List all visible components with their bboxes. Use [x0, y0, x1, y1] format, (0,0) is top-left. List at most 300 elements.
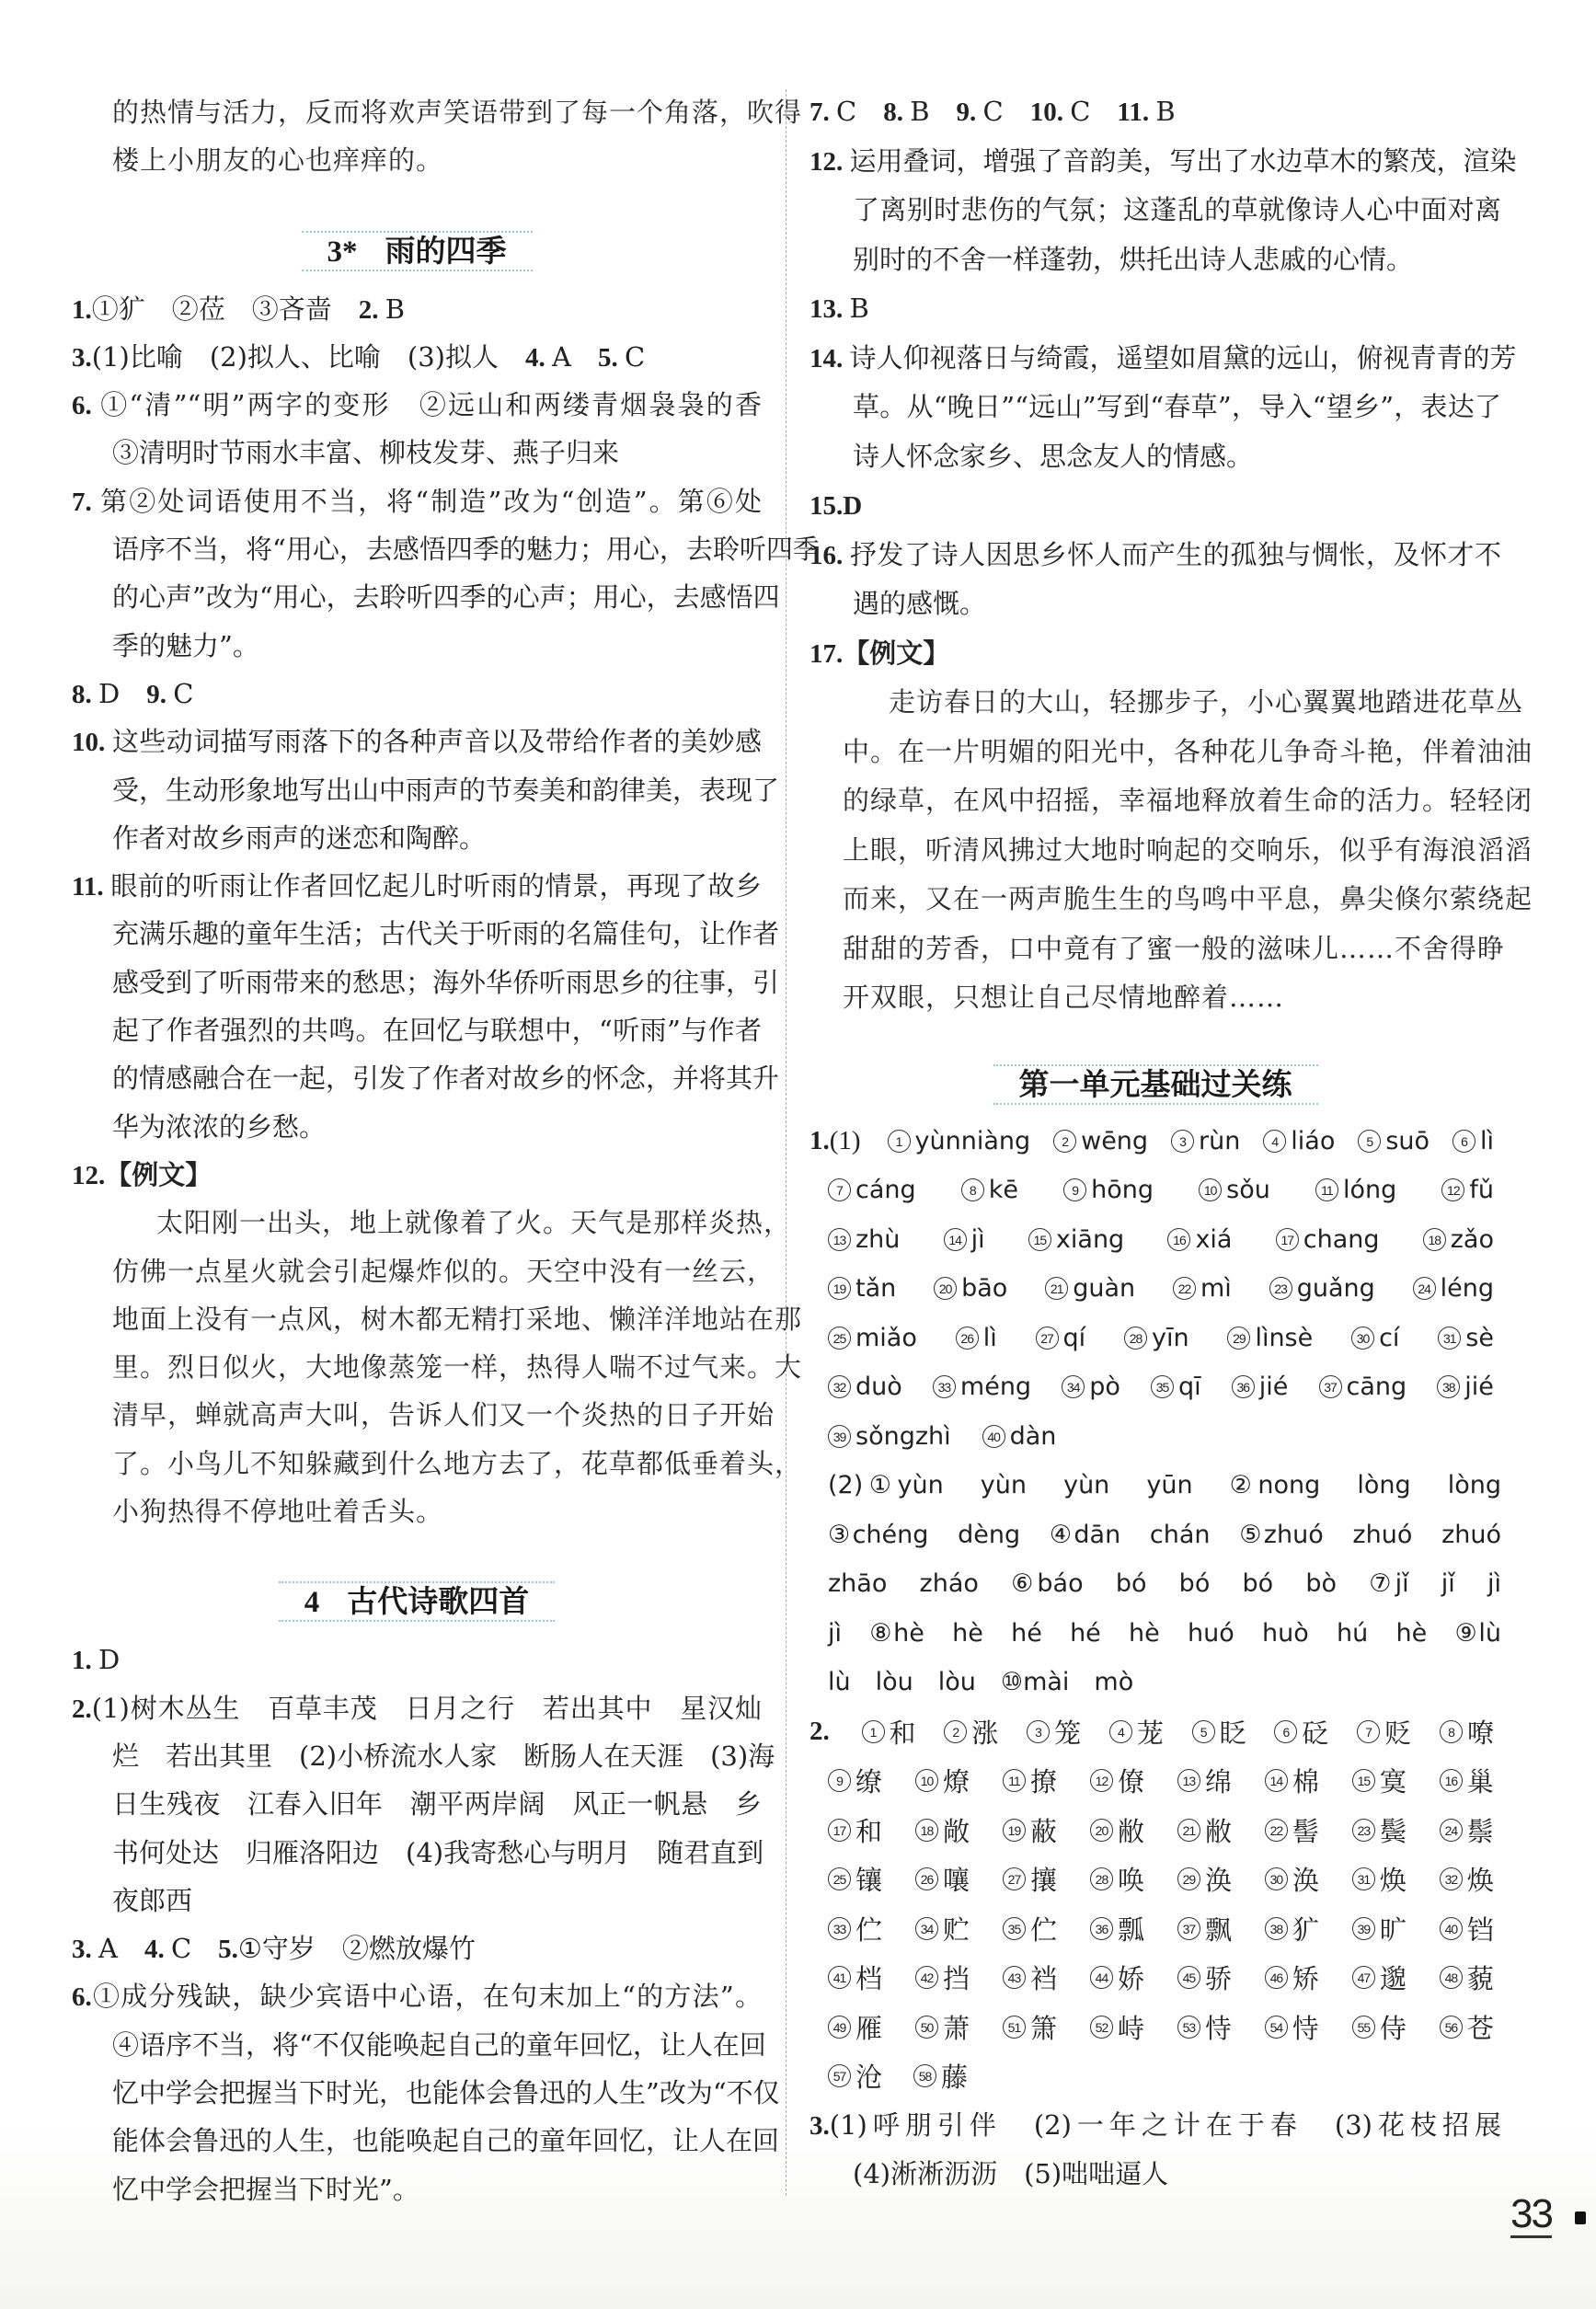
text-line: [72, 136, 762, 184]
answer-text: 感受到了听雨带来的愁思；海外华侨听雨思乡的往事，引: [112, 966, 780, 998]
circled-number: 22: [1265, 1819, 1288, 1842]
answer-text: C: [982, 96, 1030, 127]
answer-text: 攘: [1029, 1865, 1057, 1897]
circled-number: 3: [1027, 1720, 1050, 1743]
answer-text: 笼: [1054, 1717, 1082, 1749]
answer-text: 寞: [1379, 1766, 1407, 1798]
answer-text: 草。从“晚日”“远山”写到“春草”，导入“望乡”，表达了: [853, 391, 1501, 422]
answer-text: 藤: [941, 2062, 969, 2094]
answer-entry: [1413, 1274, 1494, 1303]
answer-text: méng: [959, 1373, 1032, 1402]
answer-text: ③chéng dèng ④dān chán ⑤zhuó zhuó zhuó: [828, 1520, 1501, 1549]
answer-entry: [828, 1422, 951, 1451]
answer-item: [809, 531, 1501, 629]
answer-entry: [1028, 1225, 1124, 1254]
circled-number: 42: [915, 1966, 938, 1989]
answer-text: 茏: [1136, 1717, 1164, 1749]
text-line: [809, 973, 1501, 1023]
answer-item: [72, 477, 820, 670]
text-line: [72, 1440, 803, 1488]
answer-entry: [1177, 1811, 1232, 1849]
answer-text: zhù: [855, 1224, 901, 1254]
answer-text: B: [1155, 96, 1176, 127]
answer-text: 诗人怀念家乡、思念友人的情感。: [853, 440, 1254, 472]
circled-number: 41: [828, 1966, 851, 1989]
text-line: [72, 2165, 762, 2213]
circled-number: 56: [1440, 2016, 1463, 2039]
answer-entry: [1265, 2008, 1319, 2046]
circled-number: 22: [1173, 1277, 1196, 1300]
answer-row: [809, 2051, 1501, 2101]
answer-row: [809, 1904, 1501, 1954]
section-heading-box: [279, 1581, 556, 1622]
answer-entry: [828, 1225, 900, 1254]
answer-text: 而来，又在一两声脆生生的鸟鸣中平息，鼻尖倏尔萦绕起: [843, 883, 1533, 914]
text-line: [72, 1636, 762, 1683]
text-line: [72, 525, 820, 573]
circled-number: 1: [862, 1720, 885, 1743]
text-line: [809, 235, 1501, 285]
text-line: [72, 1732, 775, 1780]
text-line: [809, 1461, 1501, 1511]
answer-text: 娇: [1117, 1963, 1144, 1995]
section-title: 雨的四季: [385, 232, 507, 269]
answer-text: ①犷 ②莅 ③吝啬: [91, 293, 359, 325]
answer-text: duò: [855, 1373, 902, 1402]
question-number: 6.: [72, 391, 101, 421]
sub-question-label: (1): [829, 1125, 861, 1155]
circled-number: 38: [1265, 1917, 1288, 1940]
question-number: 15.D: [809, 491, 863, 521]
text-line: [809, 334, 1517, 384]
text-line: [72, 381, 762, 429]
circled-number: 19: [1003, 1819, 1026, 1842]
answer-entry: [828, 1959, 882, 1996]
answer-text: cáng: [855, 1176, 916, 1205]
answer-item: [72, 88, 803, 185]
answer-entry: [1274, 1713, 1328, 1751]
text-line: [809, 432, 1501, 482]
circled-number: 10: [915, 1769, 938, 1792]
answer-text: 和: [889, 1717, 916, 1749]
text-line: [809, 531, 1501, 580]
answer-entry: [1003, 1811, 1057, 1849]
answer-item: [72, 670, 762, 718]
answer-entry: [1437, 1373, 1494, 1401]
circled-number: 4: [1109, 1720, 1132, 1743]
answer-entry: [1352, 1959, 1407, 1996]
answer-text: ④语序不当，将“不仅能唤起自己的童年回忆，让人在回: [112, 2028, 766, 2061]
text-line: [72, 1780, 762, 1828]
answer-entry: [828, 2057, 882, 2095]
answer-entry: [1315, 1176, 1396, 1204]
circled-number: 39: [828, 1425, 851, 1448]
circled-number: 44: [1090, 1966, 1113, 1989]
answer-entry: [1352, 1860, 1407, 1898]
text-line: [72, 1295, 803, 1343]
circled-number: 24: [1413, 1277, 1436, 1300]
answer-entry: [1003, 1860, 1057, 1898]
answer-item: [809, 334, 1517, 482]
page-marker-icon: [1575, 2211, 1586, 2224]
page-number: 33: [1510, 2191, 1552, 2236]
answer-text: 和: [855, 1815, 883, 1847]
circled-number: 30: [1351, 1327, 1374, 1350]
answer-text: 第②处词语使用不当，将“制造”改为“创造”。第⑥处: [100, 485, 762, 517]
answer-entry: [1177, 1910, 1232, 1947]
circled-number: 26: [915, 1867, 938, 1890]
answer-text: sè: [1465, 1323, 1494, 1352]
text-line: [72, 959, 780, 1006]
answer-text: (1)呼朋引伴 (2)一年之计在于春 (3)花枝招展: [829, 2108, 1501, 2141]
answer-text: ③清明时节雨水丰富、柳枝发芽、燕子归来: [112, 437, 620, 469]
circled-number: 7: [1357, 1720, 1380, 1743]
right-column: [809, 87, 1533, 2200]
circled-number: 37: [1319, 1375, 1342, 1398]
answer-text: fǔ: [1469, 1176, 1494, 1205]
circled-number: 25: [828, 1867, 851, 1890]
answer-text: lóng: [1342, 1176, 1397, 1205]
answer-entry: [1265, 1762, 1319, 1799]
circled-number: 9: [828, 1769, 851, 1792]
answer-row: [809, 2003, 1501, 2052]
circled-number: 5: [1358, 1130, 1381, 1153]
answer-text: 充满乐趣的童年生活；古代关于听雨的名篇佳句，让作者: [112, 918, 780, 950]
answer-entry: [1177, 2008, 1232, 2046]
answer-text: miǎo: [855, 1323, 917, 1352]
circled-number: 13: [828, 1228, 851, 1251]
answer-entry: [1177, 1860, 1232, 1898]
answer-entry: [828, 1176, 916, 1204]
column-divider: [786, 89, 787, 2196]
circled-number: 31: [1438, 1327, 1461, 1350]
answer-text: 这些动词描写雨落下的各种声音以及带给作者的美妙感: [111, 726, 762, 758]
answer-text: 镶: [855, 1865, 883, 1897]
answer-entry: [982, 1422, 1057, 1451]
text-line: [72, 2117, 780, 2165]
answer-entry: [915, 1811, 970, 1849]
answer-entry: [828, 1324, 917, 1352]
answer-text: xiá: [1195, 1224, 1233, 1254]
answer-text: 挡: [942, 1963, 970, 1995]
text-line: [809, 1559, 1501, 1609]
text-line: [809, 284, 1501, 334]
answer-entry: [828, 1373, 902, 1401]
circled-number: 17: [828, 1819, 851, 1842]
answer-text: (4)淅淅沥沥 (5)咄咄逼人: [853, 2158, 1169, 2189]
section-heading: [809, 1064, 1501, 1101]
answer-text: 僚: [1117, 1766, 1144, 1798]
answer-entry: [1177, 1959, 1232, 1996]
answer-text: 诗人仰视落日与绮霞，遥望如眉黛的远山，俯视青青的芳: [849, 341, 1517, 373]
text-line: [809, 383, 1501, 432]
answer-entry: [1319, 1373, 1407, 1401]
question-number: 5.: [218, 1935, 238, 1965]
answer-text: zhāo zháo ⑥báo bó bó bó bò ⑦jǐ jǐ jì: [828, 1569, 1501, 1598]
text-line: [72, 1684, 762, 1732]
text-line: [809, 678, 1524, 728]
text-line: [809, 186, 1501, 235]
section-title: 古代诗歌四首: [347, 1583, 530, 1620]
answer-item: [72, 1972, 780, 2212]
answer-text: liáo: [1291, 1126, 1336, 1155]
answer-text: lì: [1479, 1126, 1494, 1155]
question-number: 7.: [72, 487, 101, 517]
answer-text: 抒发了诗人因思乡怀人而产生的孤独与惆怅，及怀才不: [850, 538, 1501, 570]
answer-entry: [1352, 1910, 1407, 1947]
question-number: 2.: [72, 1694, 92, 1724]
circled-number: 15: [1028, 1228, 1051, 1251]
circled-number: 25: [828, 1327, 851, 1350]
answer-entry: [1003, 1959, 1057, 1996]
answer-text: sǒngzhì: [855, 1421, 951, 1451]
question-number: 6.: [72, 1982, 92, 2013]
answer-item: [72, 333, 762, 381]
answer-text: (1)树木丛生 百草丰茂 日月之行 若出其中 星汉灿: [91, 1692, 762, 1724]
answer-entry: [1151, 1373, 1201, 1401]
answer-text: qī: [1178, 1373, 1201, 1402]
answer-entry: [1232, 1373, 1289, 1401]
answer-entry: [1090, 1910, 1144, 1947]
answer-text: C: [1070, 96, 1118, 127]
text-line: [72, 1103, 762, 1151]
text-line: [72, 2069, 780, 2117]
circled-number: 28: [1090, 1867, 1113, 1890]
answer-text: pò: [1089, 1373, 1120, 1402]
answer-row: [809, 1314, 1501, 1363]
answer-text: kē: [988, 1176, 1019, 1205]
answer-entry: [1440, 1713, 1494, 1751]
text-line: [72, 814, 762, 862]
answer-text: cāng: [1346, 1373, 1407, 1402]
answer-text: 走访春日的大山，轻挪步子，小心翼翼地踏进花草丛: [889, 686, 1524, 718]
answer-entry: [1438, 1324, 1494, 1352]
answer-text: 开双眼，只想让自己尽情地醉着……: [843, 982, 1285, 1013]
answer-text: 了。小鸟儿不知躲藏到什么地方去了，花草都低垂着头，: [112, 1447, 803, 1479]
circled-number: 53: [1177, 2016, 1200, 2039]
answer-text: lì: [982, 1323, 997, 1352]
circled-number: 6: [1274, 1720, 1297, 1743]
circled-number: 24: [1440, 1819, 1463, 1842]
circled-number: 27: [1036, 1327, 1059, 1350]
text-line: [72, 477, 762, 525]
circled-number: 20: [1090, 1819, 1113, 1842]
answer-text: 敝: [1204, 1815, 1232, 1847]
text-line: [809, 580, 1501, 629]
text-line: [72, 1054, 780, 1102]
answer-entry: [1090, 2008, 1144, 2046]
circled-number: 34: [915, 1917, 938, 1940]
answer-entry: [944, 1225, 985, 1254]
circled-number: 38: [1437, 1375, 1460, 1398]
text-line: [72, 766, 780, 814]
answer-row: [809, 1855, 1501, 1904]
answer-text: wēng: [1081, 1126, 1149, 1155]
circled-number: 50: [915, 2016, 938, 2039]
answer-text: 铛: [1466, 1913, 1494, 1946]
text-line: [72, 1006, 762, 1054]
answer-text: 焕: [1379, 1865, 1407, 1897]
circled-number: 28: [1124, 1327, 1147, 1350]
answer-text: 运用叠词，增强了音韵美，写出了水边草木的繁茂，渲染: [849, 144, 1517, 177]
answer-entry: [1199, 1176, 1270, 1204]
answer-text: C: [624, 340, 646, 373]
circled-number: 8: [1440, 1720, 1463, 1743]
answer-entry: [1440, 1811, 1494, 1849]
question-number: [809, 1717, 830, 1747]
circled-number: 16: [1167, 1228, 1190, 1251]
circled-number: 21: [1045, 1277, 1068, 1300]
circled-number: 30: [1265, 1867, 1288, 1890]
answer-text: 伫: [1029, 1913, 1057, 1946]
text-line: [809, 87, 1501, 137]
answer-entry: [1265, 1910, 1319, 1947]
question-number: 3.: [72, 1935, 98, 1965]
answer-text: 能体会鲁迅的人生，也能唤起自己的童年回忆，让人在回: [112, 2125, 780, 2157]
answer-entry: [915, 1860, 970, 1898]
circled-number: 47: [1352, 1966, 1375, 1989]
answer-text: 烂 若出其里 (2)小桥流水人家 断肠人在天涯 (3)海: [112, 1740, 775, 1772]
answer-item: [72, 381, 762, 477]
answer-text: 巢: [1466, 1766, 1494, 1798]
answer-text: 的热情与活力，反而将欢声笑语带到了每一个角落，吹得: [112, 97, 803, 128]
answer-entry: [828, 1811, 882, 1849]
answer-row: [809, 1412, 1501, 1462]
circled-number: 36: [1090, 1917, 1113, 1940]
text-line: [72, 88, 803, 136]
circled-number: 23: [1269, 1277, 1292, 1300]
answer-entry: [1452, 1127, 1494, 1155]
circled-number: 52: [1090, 2016, 1113, 2039]
circled-number: 6: [1452, 1130, 1475, 1153]
answer-text: 恃: [1204, 2012, 1232, 2044]
answer-item: [809, 87, 1501, 137]
answer-entry: [1053, 1127, 1148, 1155]
answer-text: lù lòu lòu ⑩mài mò: [828, 1668, 1134, 1696]
answer-entry: [915, 2008, 970, 2046]
answer-entry: [1062, 1373, 1120, 1401]
answer-item: [809, 481, 1501, 531]
text-line: [809, 481, 1501, 531]
question-number: 1.: [72, 1646, 98, 1676]
answer-text: 棉: [1292, 1766, 1319, 1798]
circled-number: 19: [828, 1277, 851, 1300]
section-heading: [72, 1581, 762, 1618]
circled-number: 14: [1265, 1769, 1288, 1792]
question-number: 9.: [146, 679, 174, 709]
circled-number: 32: [1440, 1867, 1463, 1890]
question-number: 11.: [1117, 98, 1156, 127]
answer-text: 的绿草，在风中招摇，幸福地释放着生命的活力。轻轻闭: [843, 785, 1533, 816]
question-number: 4.: [525, 342, 552, 373]
answer-text: 受，生动形象地写出山中雨声的节奏美和韵律美，表现了: [112, 774, 780, 806]
text-line: [72, 1391, 775, 1439]
answer-text: 骄: [1204, 1963, 1232, 1995]
answer-entry: [934, 1274, 1007, 1303]
answer-text: 沧: [855, 2062, 883, 2094]
model-essay: [809, 678, 1533, 1023]
answer-text: 唤: [1117, 1865, 1144, 1897]
text-line: [809, 2150, 1501, 2200]
answer-entry: [956, 1324, 997, 1352]
circled-number: 8: [961, 1178, 984, 1201]
answer-text: 髻: [1292, 1815, 1319, 1847]
text-line: [72, 429, 762, 477]
answer-text: 作者对故乡雨声的迷恋和陶醉。: [112, 821, 487, 854]
text-line: [72, 333, 762, 381]
answer-text: 清早，蝉就高声大叫，告诉人们又一个炎热的日子开始: [112, 1399, 775, 1431]
question-number: 3.: [72, 342, 92, 373]
answer-entry: [1003, 1910, 1057, 1947]
text-line: [72, 1877, 762, 1924]
answer-text: 小狗热得不停地吐着舌头。: [112, 1496, 444, 1528]
answer-entry: [1027, 1713, 1081, 1751]
question-number: 16.: [809, 540, 851, 570]
answer-text: B: [849, 293, 869, 324]
answer-entry: [888, 1127, 1031, 1155]
circled-number: 17: [1276, 1228, 1299, 1251]
section-heading-box: [993, 1064, 1318, 1105]
answer-text: 燎: [942, 1766, 970, 1798]
answer-entry: [1351, 1324, 1399, 1352]
circled-number: 35: [1151, 1375, 1174, 1398]
answer-text: guǎng: [1296, 1274, 1375, 1304]
answer-row: [809, 1707, 1501, 1757]
answer-entry: [913, 2057, 968, 2095]
answer-text: C: [173, 677, 194, 709]
answer-text: C: [170, 1933, 219, 1965]
answer-text: 蔽: [1029, 1815, 1057, 1847]
answer-text: 忆中学会把握当下时光，也能体会鲁迅的人生”改为“不仅: [112, 2076, 780, 2108]
answer-entry: [1265, 1811, 1319, 1849]
circled-number: 29: [1177, 1867, 1200, 1890]
answer-item: [72, 1151, 762, 1199]
answer-item: [72, 285, 762, 333]
answer-text: 的心声”改为“用心，去聆听四季的心声；用心，去感悟四: [112, 581, 780, 614]
text-line: [72, 1972, 762, 2020]
circled-number: 35: [1003, 1917, 1026, 1940]
answer-item: [809, 284, 1501, 334]
text-line: [809, 728, 1533, 777]
circled-number: 33: [828, 1917, 851, 1940]
answer-text: ①成分残缺，缺少宾语中心语，在句末加上“的方法”。: [91, 1981, 762, 2013]
answer-text: 眼前的听雨让作者回忆起儿时听雨的情景，再现了故乡: [110, 870, 762, 902]
question-number: 12.【例文】: [72, 1160, 212, 1190]
answer-text: guàn: [1073, 1274, 1136, 1304]
answer-entry: [1265, 1959, 1319, 1996]
answer-text: 涣: [1204, 1865, 1232, 1897]
answer-entry: [1177, 1762, 1232, 1799]
text-line: [72, 285, 762, 333]
answer-text: D: [98, 677, 147, 709]
text-line: [72, 718, 762, 765]
circled-number: 33: [933, 1375, 956, 1398]
answer-entry: [1109, 1713, 1164, 1751]
answer-text: dàn: [1009, 1421, 1057, 1451]
circled-number: 10: [1199, 1178, 1222, 1201]
answer-text: yīn: [1152, 1323, 1189, 1352]
answer-entry: [828, 2008, 882, 2046]
answer-text: 绵: [1204, 1766, 1232, 1798]
answer-entry: [915, 1959, 970, 1996]
question-number: 13.: [809, 294, 850, 324]
answer-entry: [1090, 1762, 1144, 1799]
answer-entry: [1352, 2008, 1407, 2046]
answer-entry: [1003, 1762, 1057, 1799]
answer-text: 敞: [942, 1815, 970, 1847]
answer-entry: [1090, 1860, 1144, 1898]
question-number: 11.: [72, 872, 111, 902]
